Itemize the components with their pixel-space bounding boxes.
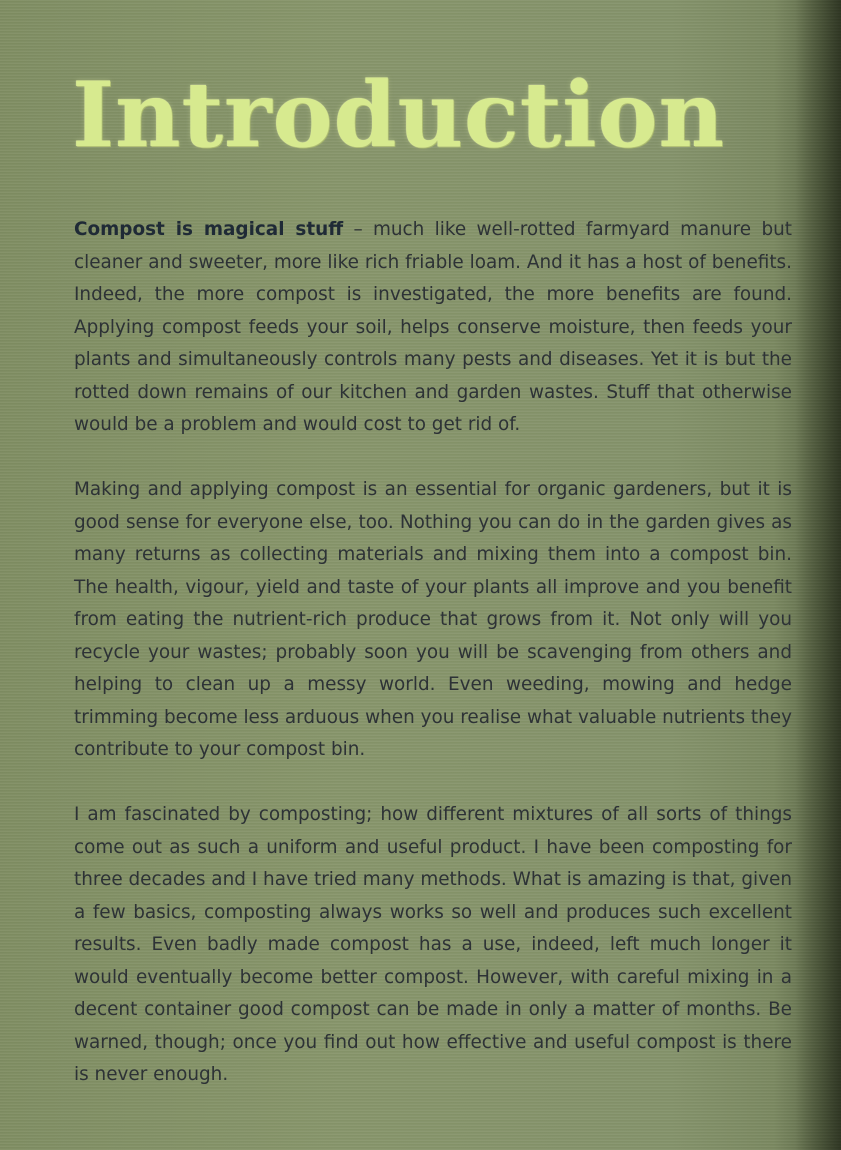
spine-shadow — [795, 0, 841, 1150]
paragraph-2: Making and applying compost is an essential for organic gardeners, but it is good sense for everyone else, too. Nothing you can do in the garden gives as many returns as collecting materials and mixing them into a compost bin. The health, vigour, yield and taste of your plants all improve and you benefit from eating the nutrient-rich produce that grows from it. Not only will you recycle your wastes; probably soon you will be scavenging from others and helping to clean up a messy world. Even weeding, mowing and hedge trimming become less arduous when you realise what valuable nutrients they contribute to your compost bin. — [74, 479, 792, 760]
paragraph-1 — [74, 214, 792, 442]
body-text — [74, 214, 792, 1124]
paragraph-1-text: – much like well-rotted farmyard manure but cleaner and sweeter, more like rich friable loam. And it has a host of benefits. Indeed, the more compost is investigated, the more benefits are found. Applying compost feeds your soil, helps conserve moisture, then feeds your plants and simultaneously controls many pests and diseases. Yet it is but the rotted down remains of our kitchen and garden wastes. Stuff that otherwise would be a problem and would cost to get rid of. — [74, 219, 792, 435]
lead-phrase: Compost is magical stuff — [74, 219, 344, 240]
paragraph-3: I am fascinated by composting; how different mixtures of all sorts of things come out as such a uniform and useful product. I have been composting for three decades and I have tried many methods. What is amazing is that, given a few basics, composting always works so well and produces such excellent results. Even badly made compost has a use, indeed, left much longer it would eventually become better compost. However, with careful mixing in a decent container good compost can be made in only a matter of months. Be warned, though; once you find out how effective and useful compost is there is never enough. — [74, 804, 792, 1085]
page-title: Introduction — [72, 62, 725, 168]
